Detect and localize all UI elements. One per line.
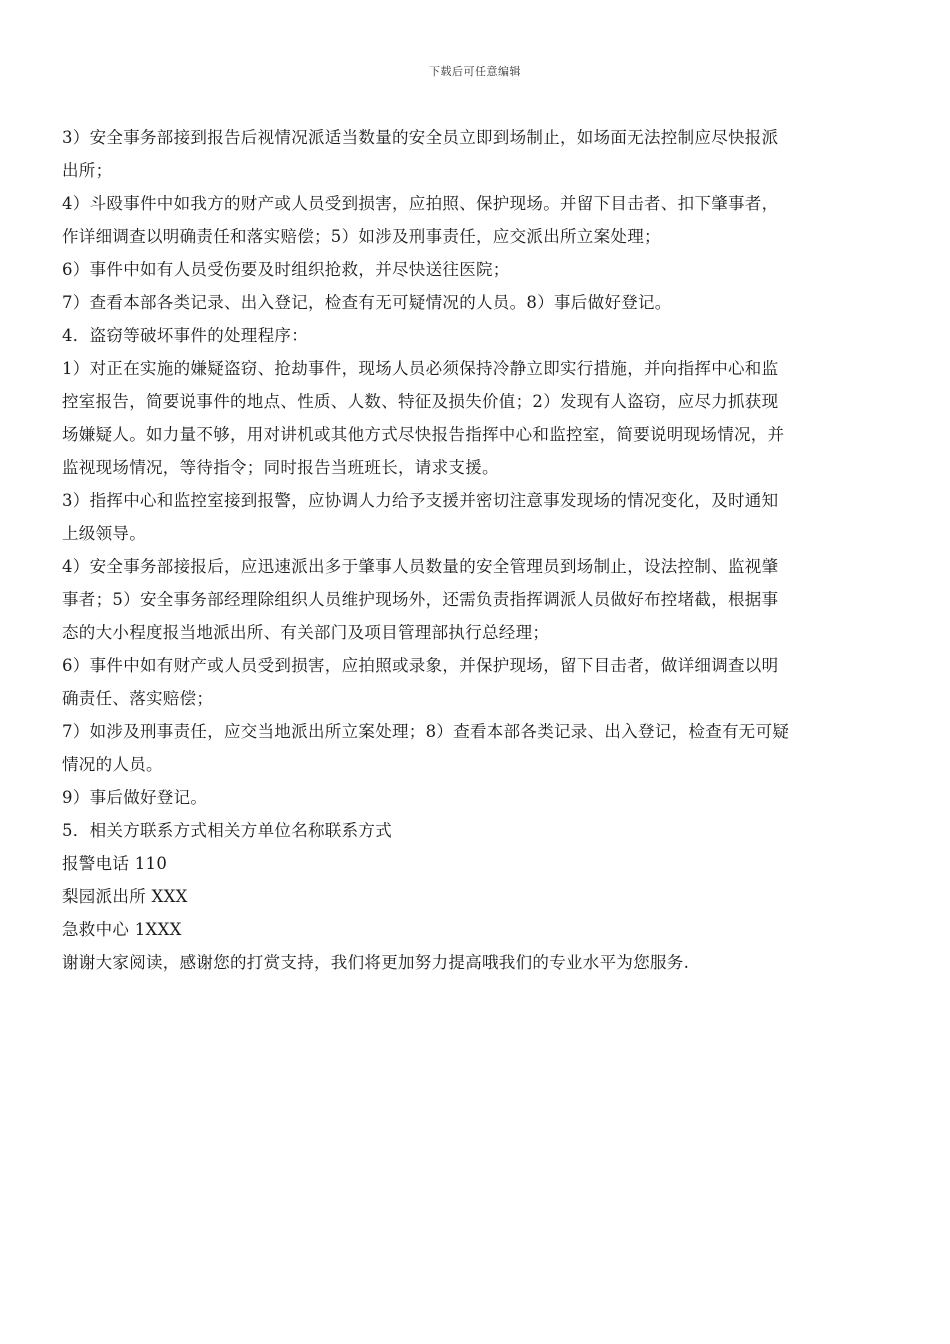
document-body (62, 121, 892, 979)
text-line: 事者；5）安全事务部经理除组织人员维护现场外，还需负责指挥调派人员做好布控堵截，根据事 (62, 590, 779, 609)
text-line: 谢谢大家阅读，感谢您的打赏支持，我们将更加努力提高哦我们的专业水平为您服务. (62, 953, 690, 972)
text-line: 梨园派出所 XXX (62, 887, 188, 906)
text-line: 7）如涉及刑事责任，应交当地派出所立案处理；8）查看本部各类记录、出入登记，检查有无可疑 (62, 722, 790, 741)
paragraph (62, 352, 892, 484)
text-line: 3）安全事务部接到报告后视情况派适当数量的安全员立即到场制止，如场面无法控制应尽快报派 (62, 128, 779, 147)
text-line: 控室报告，简要说事件的地点、性质、人数、特征及损失价值；2）发现有人盗窃，应尽力抓获现 (62, 392, 779, 411)
text-line: 4）安全事务部接报后，应迅速派出多于肇事人员数量的安全管理员到场制止，设法控制、监视肇 (62, 557, 779, 576)
text-line: 7）查看本部各类记录、出入登记，检查有无可疑情况的人员。8）事后做好登记。 (62, 293, 672, 312)
paragraph (62, 319, 892, 352)
text-line: 1）对正在实施的嫌疑盗窃、抢劫事件，现场人员必须保持冷静立即实行措施，并向指挥中心和监 (62, 359, 779, 378)
text-line: 3）指挥中心和监控室接到报警，应协调人力给予支援并密切注意事发现场的情况变化，及时通知 (62, 491, 779, 510)
paragraph (62, 550, 892, 649)
text-line: 5．相关方联系方式相关方单位名称联系方式 (62, 821, 392, 840)
paragraph (62, 253, 892, 286)
paragraph (62, 286, 892, 319)
text-line: 急救中心 1XXX (62, 920, 182, 939)
text-line: 确责任、落实赔偿； (62, 689, 214, 708)
paragraph (62, 946, 892, 979)
paragraph (62, 847, 892, 880)
text-line: 出所； (62, 161, 113, 180)
page-header: 下载后可任意编辑 (429, 65, 521, 78)
paragraph (62, 715, 892, 781)
paragraph (62, 484, 892, 550)
text-line: 6）事件中如有人员受伤要及时组织抢救，并尽快送往医院； (62, 260, 510, 279)
text-line: 作详细调查以明确责任和落实赔偿；5）如涉及刑事责任，应交派出所立案处理； (62, 227, 661, 246)
text-line: 监视现场情况，等待指令；同时报告当班班长，请求支援。 (62, 458, 499, 477)
paragraph (62, 880, 892, 913)
text-line: 上级领导。 (62, 524, 146, 543)
text-line: 报警电话 110 (62, 854, 168, 873)
text-line: 情况的人员。 (62, 755, 163, 774)
paragraph (62, 913, 892, 946)
text-line: 4．盗窃等破坏事件的处理程序： (62, 326, 308, 345)
text-line: 9）事后做好登记。 (62, 788, 208, 807)
paragraph (62, 187, 892, 253)
paragraph (62, 814, 892, 847)
text-line: 态的大小程度报当地派出所、有关部门及项目管理部执行总经理； (62, 623, 550, 642)
paragraph (62, 649, 892, 715)
paragraph (62, 121, 892, 187)
text-line: 4）斗殴事件中如我方的财产或人员受到损害，应拍照、保护现场。并留下目击者、扣下肇事者， (62, 194, 779, 213)
text-line: 6）事件中如有财产或人员受到损害，应拍照或录象，并保护现场，留下目击者，做详细调查以明 (62, 656, 779, 675)
text-line: 场嫌疑人。如力量不够，用对讲机或其他方式尽快报告指挥中心和监控室，简要说明现场情况，并 (62, 425, 785, 444)
paragraph (62, 781, 892, 814)
